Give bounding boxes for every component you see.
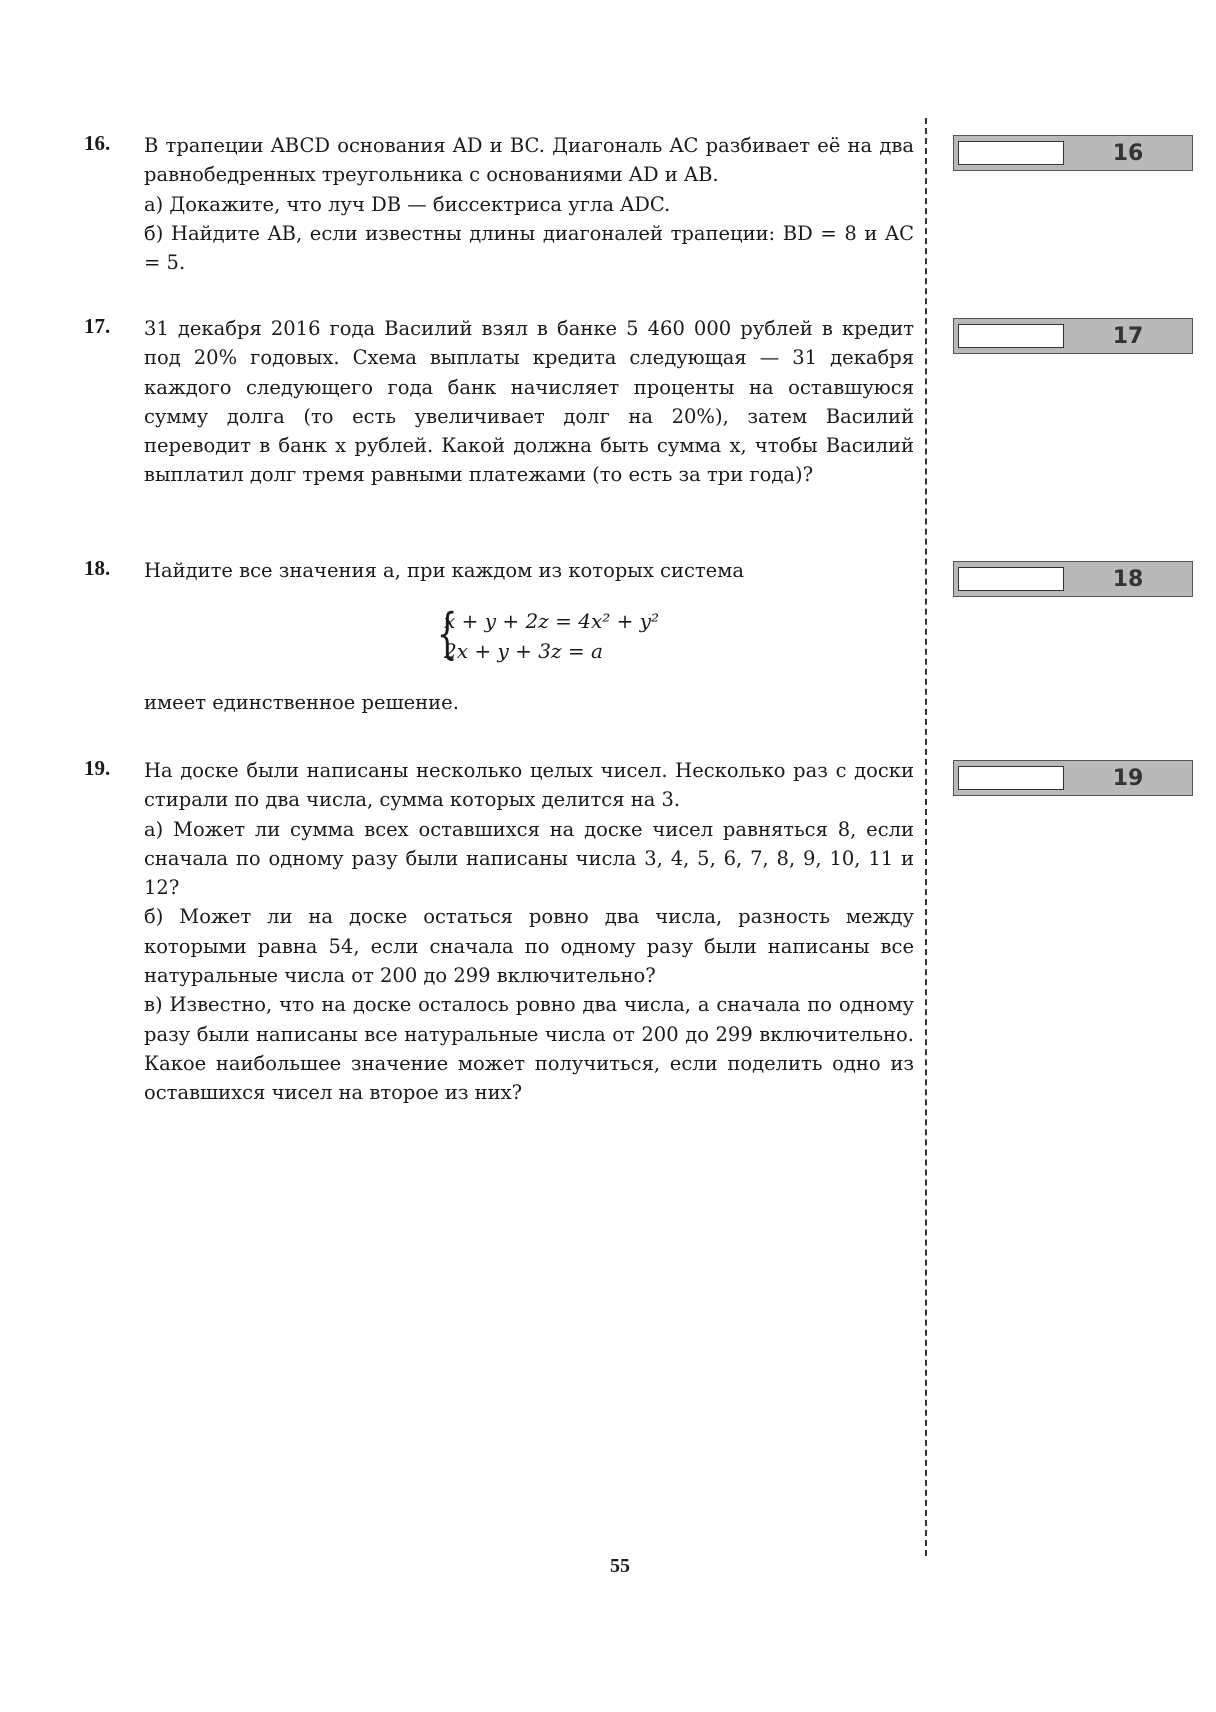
answer-box-16: [953, 135, 1193, 171]
task-paragraph: На доске были написаны несколько целых чисел. Несколько раз с доски стирали по два числа, сумма которых делится на 3.: [144, 759, 914, 812]
answer-box-label: 19: [1112, 766, 1144, 791]
task-paragraph: в) Известно, что на доске осталось ровно два числа, а сначала по одному разу были написаны все натуральные числа от 200 до 299 включительно. Какое наибольшее значение может получиться, если поделить одно из оставшихся чисел на второе из них?: [144, 993, 914, 1105]
answer-box-18: [953, 561, 1193, 597]
answer-box-19: [953, 760, 1193, 796]
system-brace: {: [436, 602, 458, 665]
answer-field[interactable]: [958, 766, 1064, 790]
task-paragraph: б) Найдите AB, если известны длины диагоналей трапеции: BD = 8 и AC = 5.: [144, 221, 914, 275]
page-number: 55: [610, 1555, 630, 1577]
task-paragraph: а) Докажите, что луч DB — биссектриса угла ADC.: [144, 192, 671, 216]
answer-field[interactable]: [958, 567, 1064, 591]
task-text: [144, 314, 914, 490]
task-text: [144, 556, 914, 714]
equation: x + y + 2z = 4x² + y²: [444, 609, 660, 633]
answer-field[interactable]: [958, 141, 1064, 165]
task-paragraph: Найдите все значения a, при каждом из которых система: [144, 559, 744, 582]
answer-box-label: 16: [1112, 141, 1144, 166]
task-paragraph: б) Может ли на доске остаться ровно два числа, разность между которыми равна 54, если сначала по одному разу были написаны все натуральные числа от 200 до 299 включительно?: [144, 905, 914, 988]
task-paragraph: имеет единственное решение.: [144, 691, 459, 714]
equation: 2x + y + 3z = a: [444, 639, 603, 663]
task-number: 17.: [84, 314, 111, 338]
answer-field[interactable]: [958, 324, 1064, 348]
task-text: [144, 756, 914, 1108]
task-paragraph: а) Может ли сумма всех оставшихся на доске чисел равняться 8, если сначала по одному разу были написаны числа 3, 4, 5, 6, 7, 8, 9, 10, 11 и 12?: [144, 817, 914, 900]
task-number: 18.: [84, 556, 111, 580]
task-paragraph: В трапеции ABCD основания AD и BC. Диагональ AC разбивает её на два равнобедренных треугольника с основаниями AD и AB.: [144, 134, 914, 187]
answer-box-label: 17: [1112, 324, 1144, 349]
equation-system: [436, 602, 660, 666]
task-paragraph: 31 декабря 2016 года Василий взял в банке 5 460 000 рублей в кредит под 20% годовых. Схема выплаты кредита следующая — 31 декабря каждого следующего года банк начисляет проценты на оставшуюся сумму долга (то есть увеличивает долг на 20%), затем Василий переводит в банк x рублей. Какой должна быть сумма x, чтобы Василий выплатил долг тремя равными платежами (то есть за три года)?: [144, 317, 914, 487]
task-number: 16.: [84, 131, 111, 155]
task-number: 19.: [84, 756, 111, 780]
answer-box-17: [953, 318, 1193, 354]
task-text: [144, 131, 914, 277]
answer-box-label: 18: [1112, 567, 1144, 592]
cut-line: [925, 118, 927, 1556]
